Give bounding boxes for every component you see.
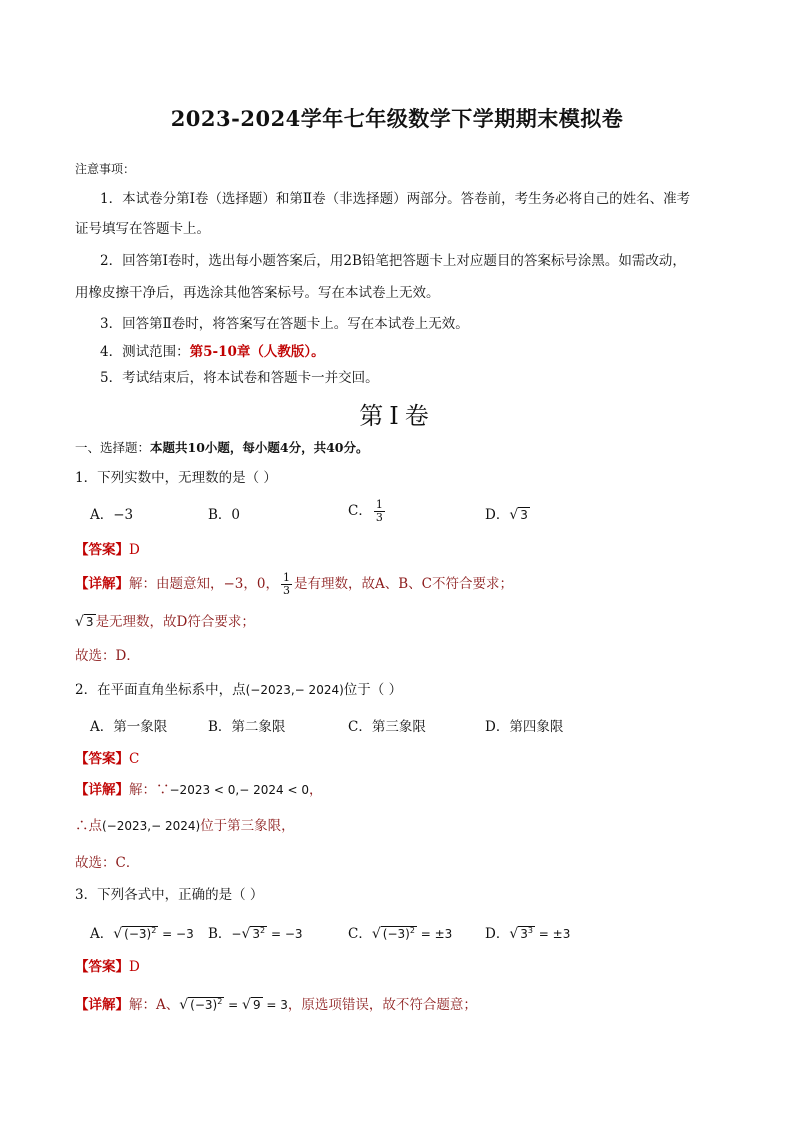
detail-label: 【详解】 [75,782,129,798]
notes-heading: 注意事项： [75,162,136,176]
q3-option-b-result: = −3 [267,927,303,941]
q2-conclusion: 故选：C． [75,855,140,871]
radicand-base: (−3) [124,927,152,941]
q3-detail-text-b: ，原选项错误，故不符合题意； [287,997,477,1013]
q3-detail-line-1 [75,992,477,1015]
q2-option-d: D．第四象限 [485,719,564,735]
note-4-prefix: 4．测试范围： [100,344,190,360]
radicand-base: 3 [252,927,261,941]
q3-detail-text-a: 解：A、 [129,997,180,1013]
q3-option-c [348,921,452,944]
q1-detail-text-c: 是无理数，故D符合要求； [95,614,255,630]
sqrt-icon: √ [371,926,381,942]
q1-option-c-label: C． [348,503,372,519]
sqrt-expression [113,921,158,944]
q2-option-b: B．第二象限 [208,719,286,735]
detail-label: 【详解】 [75,576,129,592]
detail-label: 【详解】 [75,997,129,1013]
q3-option-c-label: C． [348,926,372,942]
fraction-denominator: 3 [375,511,383,524]
radicand [250,926,267,941]
sqrt-expression [372,921,417,944]
document-title: 2023-2024学年七年级数学下学期期末模拟卷 [170,106,624,131]
answer-value: D [129,959,140,975]
q2-detail-text-c: 位于第三象限， [200,818,295,834]
q3-option-b [208,921,303,944]
exponent: 2 [409,926,415,935]
q3-option-d [485,921,570,944]
coordinate-point: (−2023,− 2024) [102,819,201,833]
section-heading [75,438,369,456]
q3-detail-result: = 3 [262,998,288,1012]
q2-detail-comma: ， [308,782,323,798]
q1-detail-line-2 [75,612,255,632]
q3-option-d-result: = ±3 [534,927,571,941]
radicand: 9 [252,998,261,1012]
q2-stem-text-b: 位于（ ） [343,682,403,698]
q3-option-a-result: = −3 [158,927,194,941]
section-prefix: 一、选择题： [75,440,151,455]
sqrt-icon: √ [75,614,84,630]
q2-stem [75,680,402,700]
q1-answer [75,540,140,560]
sqrt-icon: √ [113,926,123,942]
q1-option-d-label: D． [485,507,510,523]
sqrt-icon: √ [509,926,519,942]
q1-detail-line-1 [75,572,513,597]
radicand [381,926,417,941]
q2-detail-line-2 [75,816,295,836]
exponent: 2 [260,926,266,935]
note-3: 3．回答第Ⅱ卷时，将答案写在答题卡上。写在本试卷上无效。 [100,316,469,332]
sqrt-icon: √ [509,507,519,523]
note-2-line-1: 2．回答第Ⅰ卷时，选出每小题答案后，用2B铅笔把答题卡上对应题目的答案标号涂黑。如需改动， [100,253,686,269]
sqrt-expression [75,612,96,632]
q2-detail-line-1 [75,780,322,800]
exponent: 3 [527,926,533,935]
answer-value: C [129,751,140,767]
sqrt-expression [509,505,530,525]
radicand [122,926,158,941]
sqrt-icon: √ [179,997,189,1013]
q1-option-d [485,505,530,525]
volume-title: 第Ⅰ卷 [359,402,435,430]
note-1-line-2: 证号填写在答题卡上。 [75,221,210,237]
radicand [188,997,224,1012]
q3-answer [75,957,140,977]
exponent: 2 [151,926,157,935]
answer-value: D [129,542,140,558]
answer-label: 【答案】 [75,751,129,767]
q3-option-b-label: B． [208,926,232,942]
q2-answer [75,749,139,769]
inequality: −2023 < 0,− 2024 < 0 [169,783,309,797]
sqrt-expression [179,992,224,1015]
q3-option-d-label: D． [485,926,510,942]
radicand-base: (−3) [190,998,218,1012]
radicand: 3 [520,508,528,522]
answer-label: 【答案】 [75,542,129,558]
q1-detail-text-a: 解：由题意知，−3，0， [129,576,279,592]
q2-stem-text-a: 2．在平面直角坐标系中，点 [75,682,246,698]
note-1-line-1: 1．本试卷分第Ⅰ卷（选择题）和第Ⅱ卷（非选择题）两部分。答卷前，考生务必将自己的姓名、准考 [100,191,691,207]
fraction [281,572,292,597]
exponent: 2 [217,997,223,1006]
fraction-denominator: 3 [283,584,290,597]
section-description: 本题共10小题，每小题4分，共40分。 [150,440,369,455]
test-range: 第5-10章（人教版）。 [189,344,325,360]
q1-option-c [348,499,387,524]
fraction-numerator: 1 [375,498,383,511]
sqrt-expression [509,921,535,944]
radicand: 3 [85,615,94,629]
q3-option-c-result: = ±3 [416,927,453,941]
minus-sign: − [231,927,242,941]
q3-option-a [90,921,194,944]
sqrt-icon: √ [241,926,251,942]
q1-option-b: B．0 [208,507,241,523]
coordinate-point: (−2023,− 2024) [245,683,344,697]
note-4 [100,342,325,362]
q1-option-a: A．−3 [90,507,134,523]
q3-stem: 3．下列各式中，正确的是（ ） [75,887,264,903]
q1-stem: 1．下列实数中，无理数的是（ ） [75,470,277,486]
q2-option-c: C．第三象限 [348,719,426,735]
radicand [518,926,535,941]
q2-option-a: A．第一象限 [90,719,168,735]
sqrt-expression [241,921,267,944]
q1-conclusion: 故选：D． [75,648,140,664]
q1-detail-text-b: 是有理数，故A、B、C不符合要求； [294,576,513,592]
sqrt-expression [242,995,263,1015]
q2-detail-text-b: ∴点 [75,818,102,834]
fraction-numerator: 1 [283,571,290,584]
radicand-base: 3 [520,927,528,941]
note-2-line-2: 用橡皮擦干净后，再选涂其他答案标号。写在本试卷上无效。 [75,285,440,301]
q3-option-a-label: A． [90,926,114,942]
equals-sign: = [224,998,243,1012]
note-5: 5．考试结束后，将本试卷和答题卡一并交回。 [100,370,379,386]
answer-label: 【答案】 [75,959,129,975]
fraction [374,499,385,524]
q2-detail-text-a: 解：∵ [129,782,170,798]
sqrt-icon: √ [242,997,251,1013]
radicand-base: (−3) [382,927,410,941]
